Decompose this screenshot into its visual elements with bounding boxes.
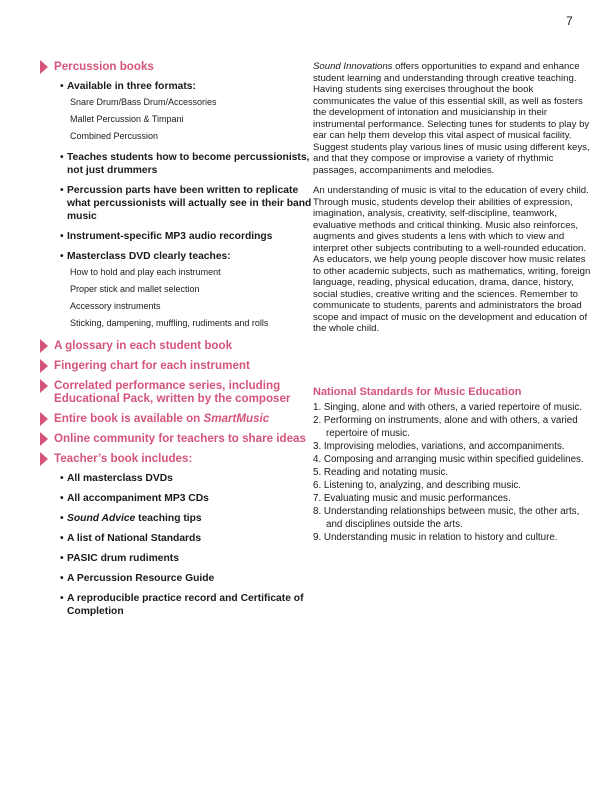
heading-text: Fingering chart for each instrument [54, 359, 250, 372]
heading-text: Online community for teachers to share ideas [54, 432, 306, 445]
list-item [60, 184, 315, 223]
list-item [60, 230, 315, 243]
sub-item: Snare Drum/Bass Drum/Accessories [70, 97, 217, 107]
section-heading [40, 60, 315, 73]
list-item [60, 552, 315, 565]
heading-text: Teacher’s book includes: [54, 452, 193, 465]
standards-list [313, 401, 593, 544]
heading-text: Correlated performance series, including Educational Pack, written by the composer [54, 379, 291, 405]
features-column [40, 60, 315, 626]
list-item [60, 512, 315, 525]
standard-item: 4. Composing and arranging music within specified guidelines. [313, 454, 584, 465]
item-text: teaching tips [135, 513, 202, 524]
item-text: Masterclass DVD clearly teaches: [67, 251, 231, 262]
standard-item: 6. Listening to, analyzing, and describing music. [313, 480, 522, 491]
section-heading [40, 412, 315, 425]
section-heading [40, 359, 315, 372]
item-text: A reproducible practice record and Certificate of Completion [67, 593, 304, 617]
section-heading [40, 452, 315, 465]
heading-text: A glossary in each student book [54, 339, 233, 352]
play-arrow-icon [40, 452, 48, 466]
list-item [60, 151, 315, 177]
list-item [60, 80, 315, 144]
sub-item: Mallet Percussion & Timpani [70, 114, 184, 124]
sub-item: Proper stick and mallet selection [70, 284, 200, 294]
item-text: All accompaniment MP3 CDs [67, 493, 209, 504]
paragraph-text: offers opportunities to expand and enhance student learning and understanding through creative teaching. Having students sing exercises throughout the book communicates the value of this essential skill, as well as fosters the development of intonation and musicianship in their instrumental performance. Selecting tunes for students to play by ear can help them develop this vital aspect of musical facility. Suggest students play various lines of music using different keys, and that they compose or improvise a variety of rhythmic passages, accompaniments and melodies. [313, 61, 590, 176]
play-arrow-icon [40, 359, 48, 373]
heading-text: Percussion books [54, 60, 154, 73]
item-text: A Percussion Resource Guide [67, 573, 215, 584]
bullet-list [40, 472, 315, 618]
standard-item: 9. Understanding music in relation to history and culture. [313, 532, 558, 543]
sub-item: Accessory instruments [70, 301, 161, 311]
list-item [60, 492, 315, 505]
item-text: Instrument-specific MP3 audio recordings [67, 231, 273, 242]
standard-item: 7. Evaluating music and music performances. [313, 493, 511, 504]
intro-paragraph [313, 61, 593, 176]
book-title: Sound Innovations [313, 61, 393, 72]
play-arrow-icon [40, 339, 48, 353]
list-item [60, 472, 315, 485]
list-item [60, 532, 315, 545]
standard-item: 3. Improvising melodies, variations, and accompaniments. [313, 441, 565, 452]
play-arrow-icon [40, 60, 48, 74]
sub-item: How to hold and play each instrument [70, 267, 221, 277]
education-paragraph: An understanding of music is vital to the education of every child. Through music, students develop their abilities of expression, imagination, analysis, creativity, self-discipline, teamwork, evaluative methods and critical thinking. Music also reinforces, augments and gives students a lens with which to view and interpret other subjects contributing to a well-rounded education. As educators, we help young people discover how music relates to other academic subjects, such as mathematics, writing, foreign language, reading, physical education, drama, dance, history, social studies, creative writing and the sciences. Remember to communicate to students, parents and administrators the broad scope and impact of music on the development and education of the whole child. [313, 185, 591, 334]
page-number: 7 [566, 14, 573, 28]
heading-emphasis: SmartMusic [203, 412, 270, 425]
standard-item: 2. Performing on instruments, alone and with others, a varied repertoire of music. [313, 415, 578, 439]
standard-item: 8. Understanding relationships between music, the other arts, and disciplines outside the arts. [313, 506, 580, 530]
item-text: A list of National Standards [67, 533, 202, 544]
item-text: Teaches students how to become percussionists, not just drummers [67, 152, 310, 176]
item-text: PASIC drum rudiments [67, 553, 179, 564]
section-heading [40, 339, 315, 352]
play-arrow-icon [40, 432, 48, 446]
item-emphasis: Sound Advice [67, 513, 136, 524]
play-arrow-icon [40, 379, 48, 393]
list-item [60, 250, 315, 331]
text-column [313, 61, 593, 544]
item-text: Available in three formats: [67, 81, 196, 92]
section-heading [40, 432, 315, 445]
standards-heading: National Standards for Music Education [313, 385, 522, 398]
standard-item: 5. Reading and notating music. [313, 467, 449, 478]
standard-item: 1. Singing, alone and with others, a varied repertoire of music. [313, 402, 583, 413]
list-item [60, 572, 315, 585]
list-item [60, 592, 315, 618]
heading-text: Entire book is available on [54, 412, 204, 425]
sub-item: Combined Percussion [70, 131, 159, 141]
bullet-list [40, 80, 315, 331]
section-heading [40, 379, 315, 405]
item-text: All masterclass DVDs [67, 473, 173, 484]
play-arrow-icon [40, 412, 48, 426]
item-text: Percussion parts have been written to replicate what percussionists will actually see in their band music [67, 185, 312, 222]
sub-item: Sticking, dampening, muffling, rudiments and rolls [70, 318, 269, 328]
